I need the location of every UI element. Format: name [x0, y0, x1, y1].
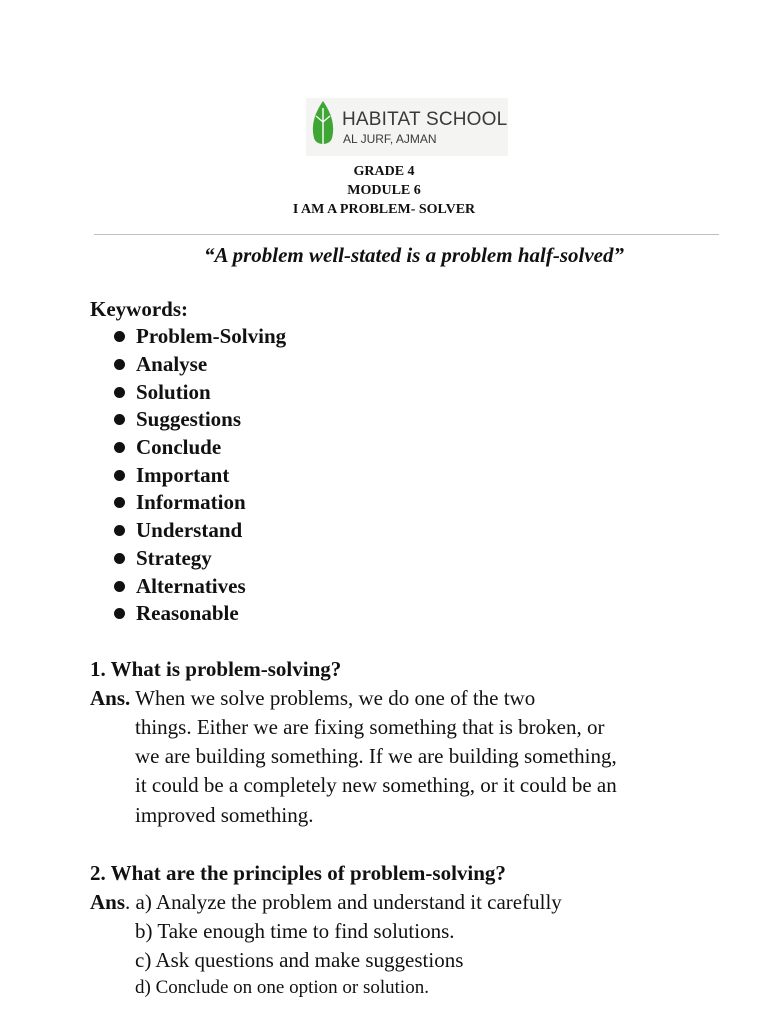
keyword-item — [110, 517, 286, 545]
keyword-label: Alternatives — [136, 573, 246, 598]
keyword-item — [110, 406, 286, 434]
answer-1-line: things. Either we are fixing something that is broken, or — [135, 715, 605, 739]
module-title: I AM A PROBLEM- SOLVER — [292, 202, 476, 217]
bullet-icon — [114, 553, 125, 564]
answer-2-line: b) Take enough time to find solutions. — [135, 919, 455, 943]
answer-1-line: improved something. — [135, 803, 314, 827]
keyword-label: Analyse — [136, 352, 208, 377]
bullet-icon — [114, 581, 125, 592]
keyword-label: Reasonable — [136, 601, 239, 626]
answer-text: . a) Analyze the problem and understand it carefully — [125, 890, 562, 914]
school-location: AL JURF, AJMAN — [343, 132, 437, 146]
question-2: 2. What are the principles of problem-solving? — [90, 861, 506, 885]
keyword-item — [110, 600, 286, 628]
keyword-label: Strategy — [136, 545, 212, 570]
keyword-label: Information — [136, 490, 246, 515]
bullet-icon — [114, 525, 125, 536]
answer-2-line: c) Ask questions and make suggestions — [135, 948, 464, 972]
bullet-icon — [114, 331, 125, 342]
keyword-item — [110, 434, 286, 462]
keyword-label: Problem-Solving — [136, 324, 287, 349]
answer-1-line: we are building something. If we are building something, — [135, 744, 617, 768]
keywords-heading: Keywords: — [90, 297, 188, 321]
keyword-item — [110, 351, 286, 379]
leaf-icon — [310, 100, 336, 150]
answer-label: Ans — [90, 890, 126, 914]
keyword-item — [110, 572, 286, 600]
grade-heading: GRADE 4 — [353, 164, 415, 179]
keyword-item — [110, 461, 286, 489]
bullet-icon — [114, 497, 125, 508]
module-heading: MODULE 6 — [347, 183, 421, 198]
keyword-label: Conclude — [136, 435, 222, 460]
bullet-icon — [114, 608, 125, 619]
answer-label: Ans. — [90, 686, 131, 710]
bullet-icon — [114, 470, 125, 481]
question-1: 1. What is problem-solving? — [90, 657, 342, 681]
bullet-icon — [114, 414, 125, 425]
keyword-item — [110, 545, 286, 573]
bullet-icon — [114, 359, 125, 370]
school-name: HABITAT SCHOOL — [342, 109, 508, 130]
answer-2-line: d) Conclude on one option or solution. — [135, 977, 429, 998]
keyword-label: Solution — [136, 379, 211, 404]
answer-1-line: it could be a completely new something, or it could be an — [135, 773, 617, 797]
answer-1-line — [90, 686, 535, 710]
keyword-label: Suggestions — [136, 407, 242, 432]
header-divider — [94, 234, 719, 235]
answer-2-line — [90, 890, 562, 914]
answer-text: When we solve problems, we do one of the two — [130, 686, 536, 710]
keyword-label: Understand — [136, 518, 243, 543]
motto-quote: “A problem well-stated is a problem half-solved” — [204, 243, 624, 267]
keyword-item — [110, 323, 286, 351]
keyword-item — [110, 489, 286, 517]
keyword-item — [110, 378, 286, 406]
keyword-label: Important — [136, 462, 230, 487]
keywords-list — [110, 323, 286, 628]
bullet-icon — [114, 442, 125, 453]
school-logo — [306, 98, 508, 156]
bullet-icon — [114, 387, 125, 398]
